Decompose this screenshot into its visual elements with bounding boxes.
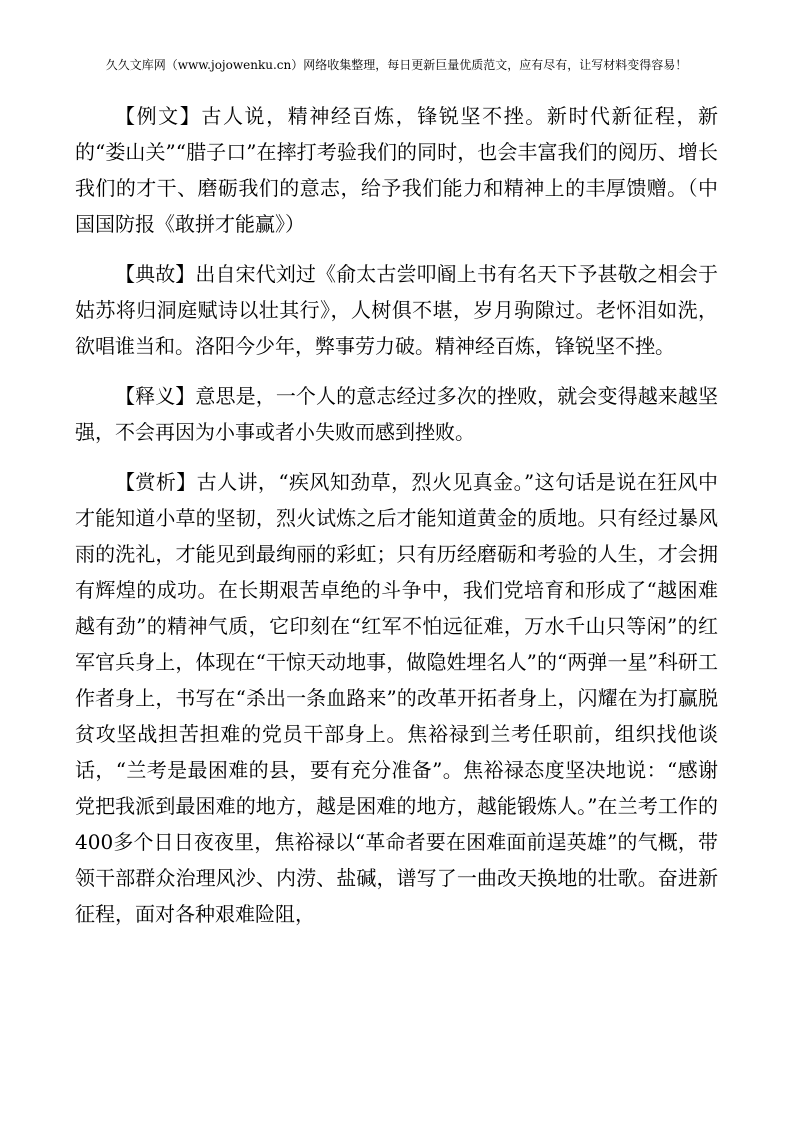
paragraph-example: 【例文】古人说，精神经百炼，锋锐坚不挫。新时代新征程，新的“娄山关”“腊子口”在摔打考验我们的同时，也会丰富我们的阅历、增长我们的才干、磨砺我们的意志，给予我们能力和精神上的丰厚馈赠。（中国国防报《敢拼才能赢》） — [75, 104, 718, 236]
document-body — [75, 98, 718, 946]
page-header: 久久文库网（www.jojowenku.cn）网络收集整理，每日更新巨量优质范文，应有尽有，让写材料变得容易！ — [105, 58, 688, 72]
paragraph-allusion: 【典故】出自宋代刘过《俞太古尝叩阍上书有名天下予甚敬之相会于姑苏将归洞庭赋诗以壮其行》，人树俱不堪，岁月驹隙过。老怀泪如洗，欲唱谁当和。洛阳今少年，弊事劳力破。精神经百炼，锋锐坚不挫。 — [75, 262, 718, 358]
paragraph-meaning: 【释义】意思是，一个人的意志经过多次的挫败，就会变得越来越坚强，不会再因为小事或者小失败而感到挫败。 — [75, 384, 718, 444]
paragraph-appreciation: 【赏析】古人讲，“疾风知劲草，烈火见真金。”这句话是说在狂风中才能知道小草的坚韧，烈火试炼之后才能知道黄金的质地。只有经过暴风雨的洗礼，才能见到最绚丽的彩虹；只有历经磨砺和考验的人生，才会拥有辉煌的成功。在长期艰苦卓绝的斗争中，我们党培育和形成了“越困难越有劲”的精神气质，它印刻在“红军不怕远征难，万水千山只等闲”的红军官兵身上，体现在“干惊天动地事，做隐姓埋名人”的“两弹一星”科研工作者身上，书写在“杀出一条血路来”的改革开拓者身上，闪耀在为打赢脱贫攻坚战担苦担难的党员干部身上。焦裕禄到兰考任职前，组织找他谈话，“兰考是最困难的县，要有充分准备”。焦裕禄态度坚决地说：“感谢党把我派到最困难的地方，越是困难的地方，越能锻炼人。”在兰考工作的400多个日日夜夜里，焦裕禄以“革命者要在困难面前逞英雄”的气概，带领干部群众治理风沙、内涝、盐碱，谱写了一曲改天换地的壮歌。奋进新征程，面对各种艰难险阻， — [75, 470, 718, 926]
